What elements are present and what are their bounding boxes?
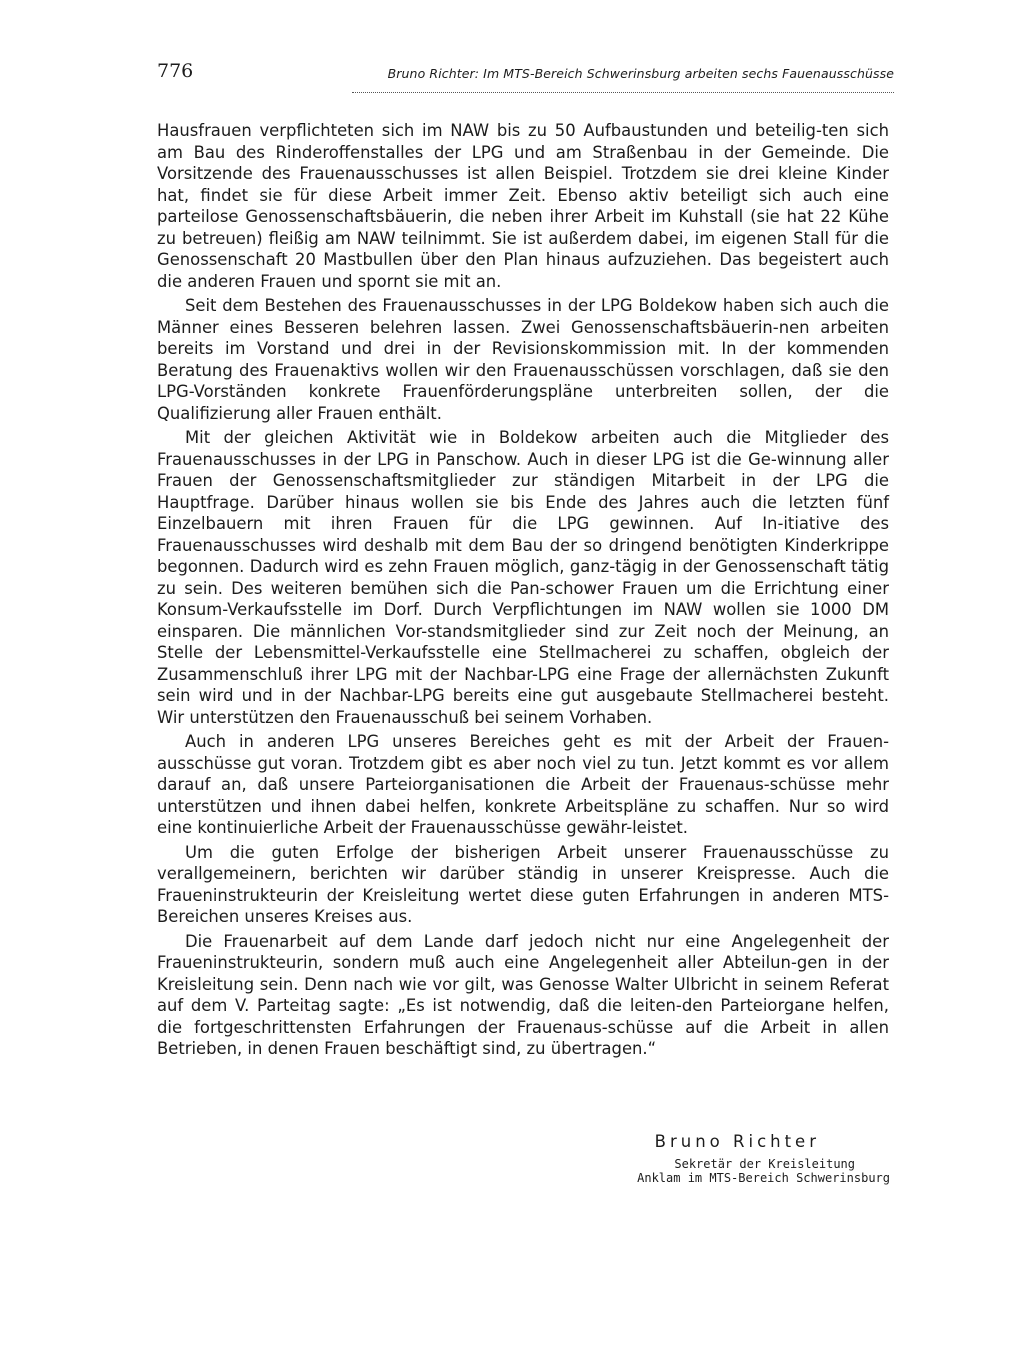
paragraph-6: Die Frauenarbeit auf dem Lande darf jedoch nicht nur eine Angelegenheit der Fraueninstrukteurin, sondern muß auch eine Angelegenheit aller Abteilun-gen in der Kreisleitung sein. Denn nach wie vor gilt, was Genosse Walter Ulbricht in seinem Referat auf dem V. Parteitag sagte: „Es ist notwendig, daß die leiten-den Parteiorgane helfen, die fortgeschrittensten Erfahrungen der Frauenaus-schüsse auf die Arbeit in allen Betrieben, in denen Frauen beschäftigt sind, zu übertragen.“ — [157, 931, 889, 1058]
author-location: Anklam im MTS-Bereich Schwerinsburg — [637, 1171, 890, 1185]
paragraph-2: Seit dem Bestehen des Frauenausschusses in der LPG Boldekow haben sich auch die Männer eines Besseren belehren lassen. Zwei Genossenschaftsbäuerin-nen arbeiten bereits im Vorstand und drei in der Revisionskommission mit. In der kommenden Beratung des Frauenaktivs wollen wir den Frauenausschüssen vorschlagen, daß sie den LPG-Vorständen konkrete Frauenförderungspläne unterbreiten sollen, der die Qualifizierung aller Frauen enthält. — [157, 296, 889, 423]
header-rule — [352, 92, 894, 93]
author-role: Sekretär der Kreisleitung — [674, 1157, 855, 1171]
paragraph-3: Mit der gleichen Aktivität wie in Boldekow arbeiten auch die Mitglieder des Frauenausschusses in der LPG in Panschow. Auch in dieser LPG ist die Ge-winnung aller Frauen der Genossenschaftsmitglieder zur ständigen Mitarbeit in der LPG die Hauptfrage. Darüber hinaus wollen sie bis Ende des Jahres auch die letzten fünf Einzelbauern mit ihren Frauen für die LPG gewinnen. Auf In-itiative des Frauenausschusses wird deshalb mit dem Bau der so dringend benötigten Kinderkrippe begonnen. Dadurch wird es zehn Frauen möglich, ganz-tägig in der Genossenschaft tätig zu sein. Des weiteren bemühen sich die Pan-schower Frauen um die Errichtung einer Konsum-Verkaufsstelle im Dorf. Durch Verpflichtungen im NAW wollen sie 1000 DM einsparen. Die männlichen Vor-standsmitglieder sind zur Zeit noch der Meinung, an Stelle der Lebensmittel-Verkaufsstelle eine Stellmacherei zu schaffen, obgleich der Zusammenschluß ihrer LPG mit der Nachbar-LPG eine Frage der allernächsten Zukunft sein wird und in der Nachbar-LPG bereits eine gut ausgebaute Stellmacherei besteht. Wir unterstützen den Frauenausschuß bei seinem Vorhaben. — [157, 428, 889, 727]
page-number: 776 — [157, 60, 194, 82]
page-header — [157, 60, 894, 94]
paragraph-5: Um die guten Erfolge der bisherigen Arbeit unserer Frauenausschüsse zu verallgemeinern, berichten wir darüber ständig in unserer Kreispresse. Auch die Fraueninstrukteurin der Kreisleitung wertet diese guten Erfahrungen in anderen MTS-Bereichen unseres Kreises aus. — [157, 842, 889, 926]
author-name: Bruno Richter — [654, 1132, 820, 1151]
signature-block — [520, 1132, 890, 1185]
paragraph-1: Hausfrauen verpflichteten sich im NAW bis zu 50 Aufbaustunden und beteilig-ten sich am Bau des Rinderoffenstalles der LPG und am Straßenbau in der Gemeinde. Die Vorsitzende des Frauenausschusses ist allen Beispiel. Trotzdem sie drei kleine Kinder hat, findet sie für diese Arbeit immer Zeit. Ebenso aktiv beteiligt sich auch eine parteilose Genossenschaftsbäuerin, die neben ihrer Arbeit im Kuhstall (sie hat 22 Kühe zu betreuen) fleißig am NAW teilnimmt. Sie ist außerdem dabei, im eigenen Stall für die Genossenschaft 20 Mastbullen über den Plan hinaus aufzuziehen. Das begeistert auch die anderen Frauen und spornt sie mit an. — [157, 121, 889, 291]
article-body — [157, 120, 889, 1063]
paragraph-4: Auch in anderen LPG unseres Bereiches geht es mit der Arbeit der Frauen-ausschüsse gut voran. Trotzdem gibt es aber noch viel zu tun. Jetzt kommt es vor allem darauf an, daß unsere Parteiorganisationen die Arbeit der Frauenaus-schüsse mehr unterstützen und ihnen dabei helfen, konkrete Arbeitspläne zu schaffen. Nur so wird eine kontinuierliche Arbeit der Frauenausschüsse gewähr-leistet. — [157, 732, 889, 837]
running-title: Bruno Richter: Im MTS-Bereich Schwerinsburg arbeiten sechs Fauenausschüsse — [387, 66, 894, 81]
